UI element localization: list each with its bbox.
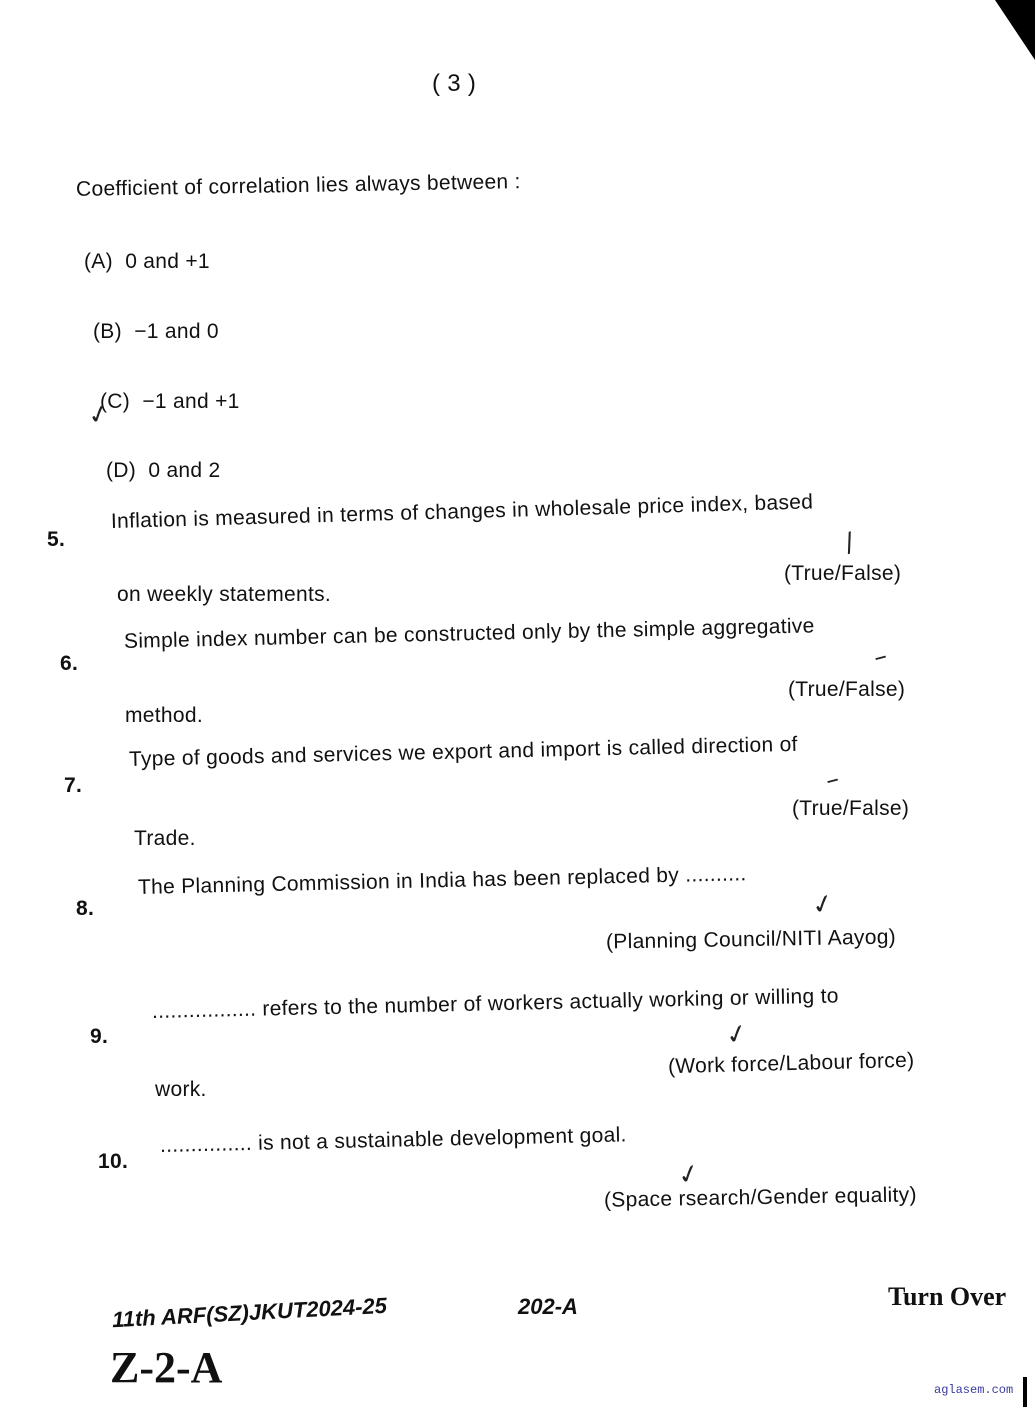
question-5-line1: Inflation is measured in terms of changes in wholesale price index, based — [110, 490, 814, 533]
question-9-line2: work. — [155, 1078, 207, 1101]
question-7-hint: (True/False) — [792, 797, 910, 820]
handwritten-tick-icon: ✓ — [808, 887, 838, 923]
scan-edge-mark — [1023, 1377, 1027, 1407]
question-6-line2: method. — [125, 704, 203, 727]
question-10-line1: ............... is not a sustainable development goal. — [159, 1123, 627, 1157]
option-d — [106, 459, 221, 483]
option-text: 0 and +1 — [125, 250, 210, 273]
handwritten-tick-icon: – — [822, 763, 843, 797]
question-6-hint: (True/False) — [788, 678, 906, 701]
handwritten-tick-icon: ✓ — [722, 1017, 752, 1053]
option-text: 0 and 2 — [148, 459, 221, 482]
option-label: (A) — [84, 250, 113, 273]
question-5-hint: (True/False) — [784, 562, 902, 585]
option-c — [100, 390, 240, 414]
option-label: (C) — [100, 390, 131, 413]
page-number: ( 3 ) — [432, 70, 477, 97]
question-5-line2: on weekly statements. — [117, 583, 332, 606]
option-label: (B) — [93, 320, 122, 343]
question-8-line1: The Planning Commission in India has been replaced by .......... — [137, 862, 747, 899]
footer-set-code: Z-2-A — [110, 1343, 223, 1392]
question-number: 5. — [47, 528, 66, 551]
question-number: 10. — [98, 1150, 129, 1173]
question-10-hint: (Space rsearch/Gender equality) — [603, 1183, 917, 1212]
handwritten-tick-icon: – — [870, 640, 891, 674]
question-number: 6. — [60, 652, 79, 675]
option-text: −1 and 0 — [134, 320, 219, 343]
question-8-hint: (Planning Council/NITI Aayog) — [605, 925, 897, 954]
handwritten-tick-icon: ✓ — [84, 397, 114, 433]
handwritten-tick-icon: ✓ — [674, 1157, 704, 1193]
scan-corner-mark — [995, 0, 1035, 60]
footer-exam-code: 11th ARF(SZ)JKUT2024-25 — [111, 1292, 388, 1333]
question-6-line1: Simple index number can be constructed only by the simple aggregative — [123, 614, 815, 653]
question-9-line1: ................. refers to the number of workers actually working or willing to — [151, 984, 839, 1023]
question-number: 8. — [76, 897, 95, 920]
question-7-line1: Type of goods and services we export and import is called direction of — [128, 732, 798, 771]
option-a — [84, 250, 210, 274]
question-number: 9. — [90, 1025, 109, 1048]
question-7-line2: Trade. — [134, 827, 196, 850]
question-9-hint: (Work force/Labour force) — [667, 1048, 915, 1079]
option-b — [93, 320, 219, 344]
footer-paper-code: 202-A — [518, 1294, 578, 1319]
turn-over-label: Turn Over — [888, 1282, 1007, 1311]
watermark: aglasem.com — [934, 1383, 1014, 1397]
question-number: 7. — [64, 774, 83, 797]
option-label: (D) — [106, 459, 137, 482]
question-4-text: Coefficient of correlation lies always between : — [75, 170, 521, 201]
option-text: −1 and +1 — [142, 390, 240, 413]
handwritten-tick-icon: / — [841, 527, 858, 559]
